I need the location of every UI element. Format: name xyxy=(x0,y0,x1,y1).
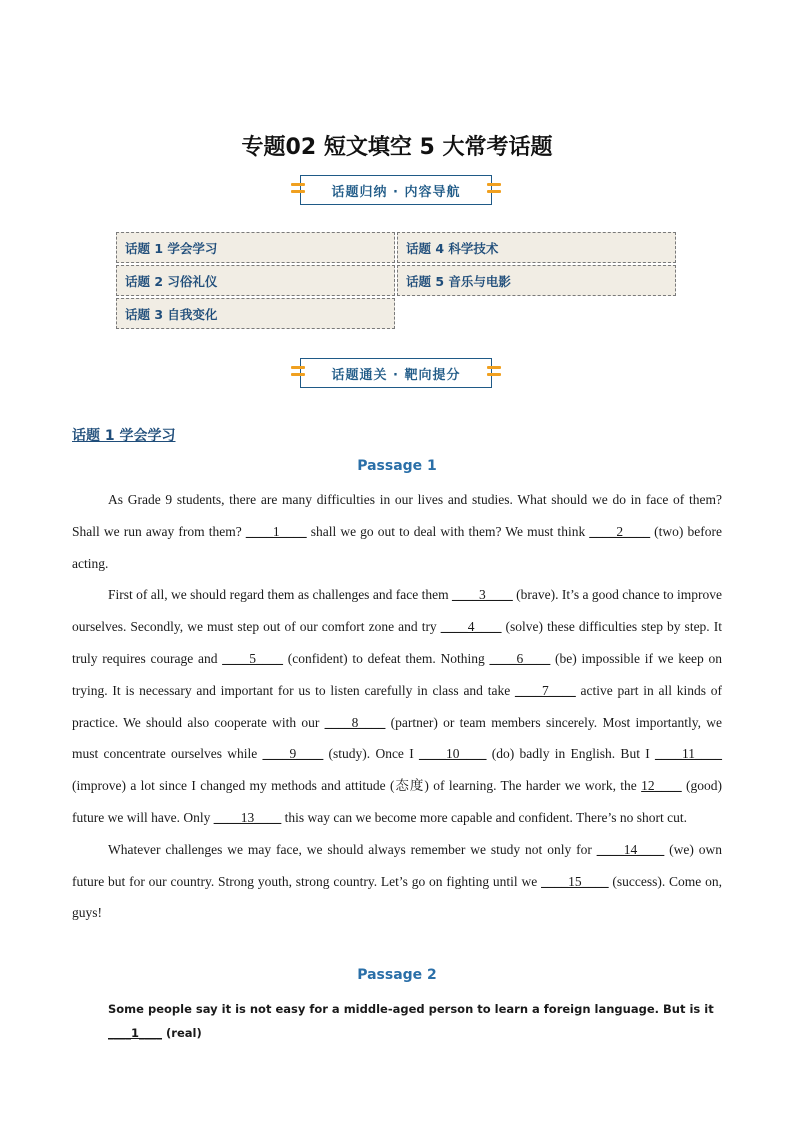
passage-2-body xyxy=(108,997,722,1045)
text-run: First of all, we should regard them as challenges and face them xyxy=(108,587,452,603)
text-run: (do) badly in English. But I xyxy=(486,746,655,762)
toc-item-topic-2[interactable]: 话题 2 习俗礼仪 xyxy=(116,265,395,296)
blank-14[interactable]: ____14____ xyxy=(596,841,665,857)
text-run: Some people say it is not easy for a middle-aged person to learn a foreign language. But is it xyxy=(108,1002,714,1016)
decoration-icon xyxy=(291,366,305,380)
text-run: Whatever challenges we may face, we should always remember we study not only for xyxy=(108,841,597,857)
text-run: this way can we become more capable and confident. There’s no short cut. xyxy=(281,809,687,825)
blank-3[interactable]: ____3____ xyxy=(451,587,513,603)
text-run: active part in all kinds of practice. We should also cooperate with our xyxy=(72,682,722,730)
blank-7[interactable]: ____7____ xyxy=(514,682,576,698)
text-run: shall we go out to deal with them? We must think xyxy=(306,523,590,539)
toc-item-topic-5[interactable]: 话题 5 音乐与电影 xyxy=(397,265,676,296)
text-run: (solve) these difficulties step by step. It truly requires courage and xyxy=(72,619,722,666)
text-run: (we) own future but for our country. Strong youth, strong country. Let’s go on fighting until we xyxy=(72,841,722,889)
text-run: (real) xyxy=(162,1026,202,1040)
paragraph xyxy=(72,834,722,929)
toc-item-topic-1[interactable]: 话题 1 学会学习 xyxy=(116,232,395,263)
toc-item-topic-3[interactable]: 话题 3 自我变化 xyxy=(116,298,395,329)
blank-9[interactable]: ____9____ xyxy=(262,746,324,762)
decoration-icon xyxy=(291,183,305,197)
text-run: As Grade 9 students, there are many difficulties in our lives and studies. What should we do in face of them? Shall we run away from them? xyxy=(72,492,722,539)
topic-heading[interactable]: 话题 1 学会学习 xyxy=(72,428,176,444)
blank-2[interactable]: ____2____ xyxy=(589,523,651,539)
banner-label: 话题通关 · 靶向提分 xyxy=(331,367,461,383)
decoration-icon xyxy=(487,183,501,197)
blank-12[interactable]: 12____ xyxy=(641,778,682,794)
blank-13[interactable]: ____13____ xyxy=(213,809,282,825)
text-run: (confident) to defeat them. Nothing xyxy=(282,650,490,666)
text-run: (partner) or team members sincerely. Most importantly, we must concentrate ourselves while xyxy=(72,714,722,762)
blank-15[interactable]: ____15____ xyxy=(541,873,609,889)
text-run: (be) impossible if we keep on trying. It is necessary and important for us to listen carefully in class and take xyxy=(72,650,722,698)
passage-title: Passage 1 xyxy=(357,458,437,474)
text-run: (good) future we will have. Only xyxy=(72,778,723,825)
text-run: (study). Once I xyxy=(323,746,419,762)
blank-1[interactable]: ____1____ xyxy=(108,1026,163,1040)
blank-5[interactable]: ____5____ xyxy=(222,650,283,666)
text-run: (two) before acting. xyxy=(72,523,722,571)
practice-banner xyxy=(300,358,492,388)
passage-title: Passage 2 xyxy=(357,967,437,983)
paragraph xyxy=(72,579,722,833)
text-run: (brave). It’s a good chance to improve ourselves. Secondly, we must step out of our comfort zone and try xyxy=(72,587,723,635)
paragraph xyxy=(72,484,722,579)
blank-4[interactable]: ____4____ xyxy=(440,619,502,635)
text-run: (success). Come on, guys! xyxy=(72,873,722,921)
banner-label: 话题归纳 · 内容导航 xyxy=(331,184,461,200)
blank-8[interactable]: ____8____ xyxy=(324,714,386,730)
table-of-contents xyxy=(116,232,678,331)
content-nav-banner xyxy=(300,175,492,205)
text-run: (improve) a lot since I changed my methods and attitude (态度) of learning. The harder we work, the xyxy=(72,778,642,794)
blank-10[interactable]: ____10____ xyxy=(418,746,487,762)
toc-item-topic-4[interactable]: 话题 4 科学技术 xyxy=(397,232,676,263)
toc-empty-cell xyxy=(397,298,676,329)
decoration-icon xyxy=(487,366,501,380)
blank-1[interactable]: ____1____ xyxy=(245,523,307,539)
page-title: 专题02 短文填空 5 大常考话题 xyxy=(241,135,553,160)
passage-1-body xyxy=(72,484,722,929)
blank-11[interactable]: ____11____ xyxy=(654,746,722,762)
blank-6[interactable]: ____6____ xyxy=(489,650,551,666)
